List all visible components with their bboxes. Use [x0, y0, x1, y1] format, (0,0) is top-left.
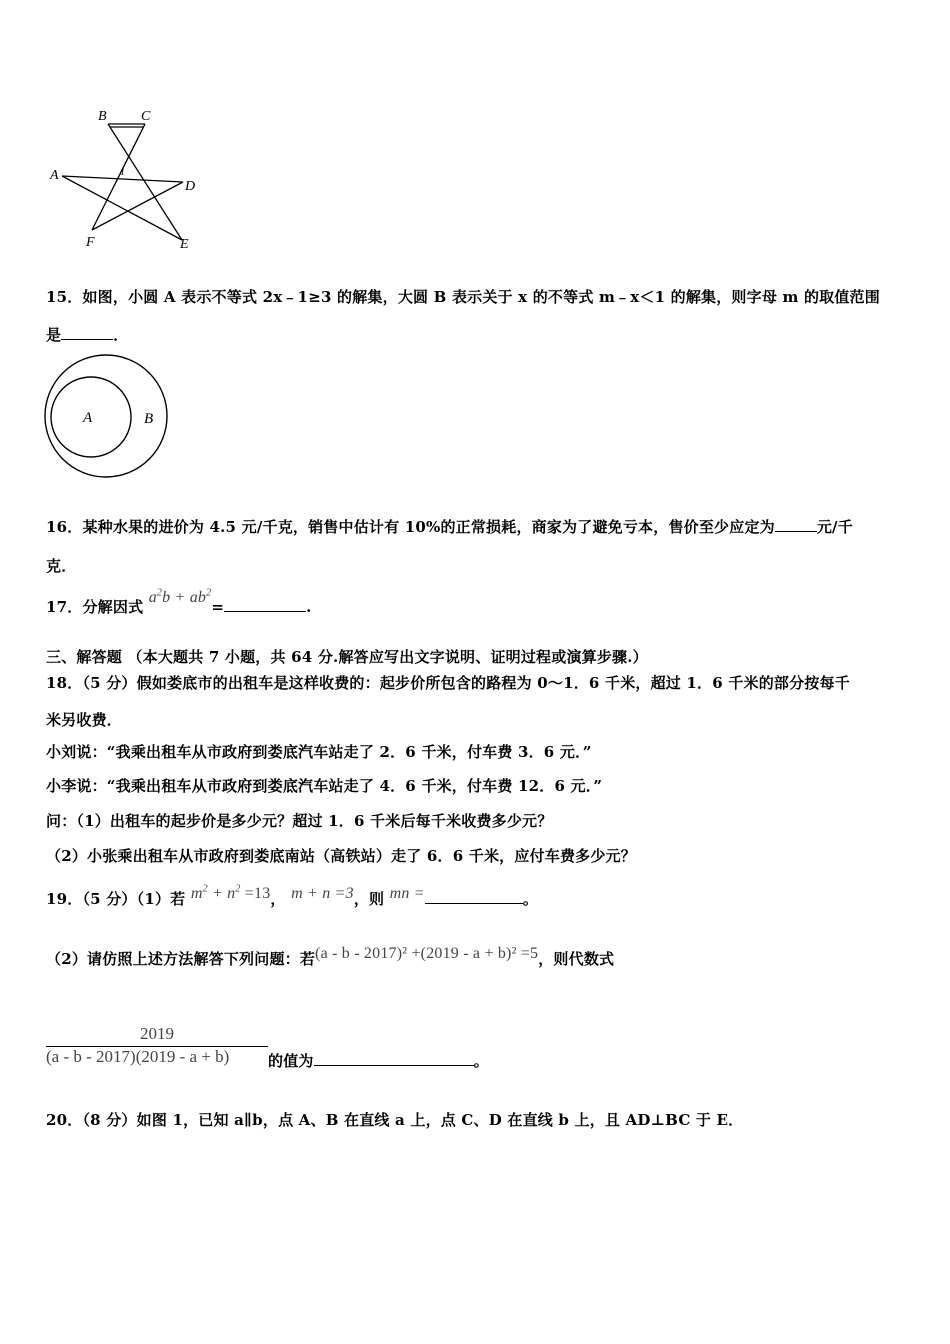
- q18-xiaoli: 小李说：“我乘出租车从市政府到娄底汽车站走了 4．6 千米，付车费 12．6 元．”: [46, 777, 603, 795]
- q19-comma: ，: [270, 890, 286, 908]
- q19-answer-blank[interactable]: [425, 889, 523, 904]
- q19-sum-of-squares-value: =13: [244, 885, 271, 902]
- circle-label-b: B: [144, 411, 154, 427]
- q19-sum-of-squares: $m^2 + n^2 =13$: [190, 883, 271, 902]
- q16-answer-blank[interactable]: [775, 517, 817, 532]
- q19-mn: mn =: [389, 885, 425, 902]
- q15-line2-prefix: 是: [46, 326, 62, 344]
- q19-part2: [46, 945, 615, 969]
- q18-ask2: （2）小张乘出租车从市政府到娄底南站（高铁站）走了 6．6 千米，应付车费多少元？: [46, 847, 636, 865]
- q18-ask1: 问：（1）出租车的起步价是多少元？超过 1．6 千米后每千米收费多少元？: [46, 812, 553, 830]
- q16-line1-unit: 元/千: [816, 518, 853, 536]
- q19-part2-expression: (a - b - 2017)² +(2019 - a + b)² =5: [315, 945, 539, 962]
- q19-part2-answer-blank[interactable]: [314, 1051, 474, 1066]
- label-c: C: [141, 109, 151, 124]
- q17-answer-blank[interactable]: [224, 597, 306, 612]
- q19-then: ，则: [353, 890, 385, 908]
- q19-value-end: 。: [473, 1052, 489, 1070]
- q17-equals: =: [211, 598, 225, 616]
- q18-line2: 米另收费．: [46, 711, 123, 729]
- q15-line2-end: ．: [113, 326, 129, 344]
- label-b: B: [98, 109, 107, 124]
- q18-xiaoliu: 小刘说：“我乘出租车从市政府到娄底汽车站走了 2．6 千米，付车费 3．6 元．”: [46, 743, 592, 761]
- segment-ae: [62, 176, 182, 240]
- q19-part2-suffix: ，则代数式: [538, 950, 615, 968]
- q15-answer-blank[interactable]: [61, 325, 113, 340]
- label-e: E: [180, 237, 189, 252]
- q15-line1: 15．如图，小圆 A 表示不等式 2x﹣1≥3 的解集，大圆 B 表示关于 x 的不等式 m﹣x＜1 的解集，则字母 m 的取值范围: [46, 288, 880, 306]
- q16-line1: [46, 516, 853, 537]
- label-a: A: [50, 168, 59, 183]
- q19-sum: m + n =3: [291, 885, 354, 902]
- q19-fraction-numerator: 2019: [140, 1024, 174, 1043]
- segment-fd: [92, 182, 183, 230]
- label-f: F: [86, 235, 95, 250]
- q19-part2-prefix: （2）请仿照上述方法解答下列问题：若: [46, 950, 316, 968]
- q17-prefix: 17．分解因式: [46, 598, 144, 616]
- q20-line1: 20．（8 分）如图 1，已知 a∥b，点 A、B 在直线 a 上，点 C、D 在直线 b 上，且 AD⊥BC 于 E．: [46, 1111, 744, 1129]
- label-d: D: [185, 179, 196, 194]
- q19-fraction-denominator: (a - b - 2017)(2019 - a + b): [46, 1047, 230, 1066]
- q19-value-line: [268, 1050, 489, 1071]
- section3-title: 三、解答题 （本大题共 7 小题，共 64 分.解答应写出文字说明、证明过程或演算步骤.）: [46, 648, 648, 666]
- q19-end: 。: [522, 890, 539, 908]
- q18-line1: 18．（5 分）假如娄底市的出租车是这样收费的：起步价所包含的路程为 0～1．6 千米，超过 1．6 千米的部分按每千: [46, 674, 850, 692]
- q19-prefix: 19．（5 分）（1）若: [46, 890, 186, 908]
- q16-line2: 克．: [46, 557, 77, 575]
- circle-label-a: A: [83, 410, 93, 426]
- q19-part1: [46, 883, 539, 909]
- circles-figure: [40, 350, 175, 480]
- q17-end: .: [306, 598, 312, 616]
- q15-line2: [46, 324, 128, 345]
- q17-line: [46, 587, 312, 617]
- label-angle-1: 1: [120, 167, 125, 178]
- q17-expression: $a^2b + ab^2$: [148, 587, 212, 606]
- star-figure: [40, 100, 210, 255]
- q16-line1-text: 16．某种水果的进价为 4.5 元/千克，销售中估计有 10%的正常损耗，商家为了避免亏本，售价至少应定为: [46, 518, 775, 536]
- q19-fraction: [46, 1024, 268, 1067]
- q19-value-label: 的值为: [268, 1052, 314, 1070]
